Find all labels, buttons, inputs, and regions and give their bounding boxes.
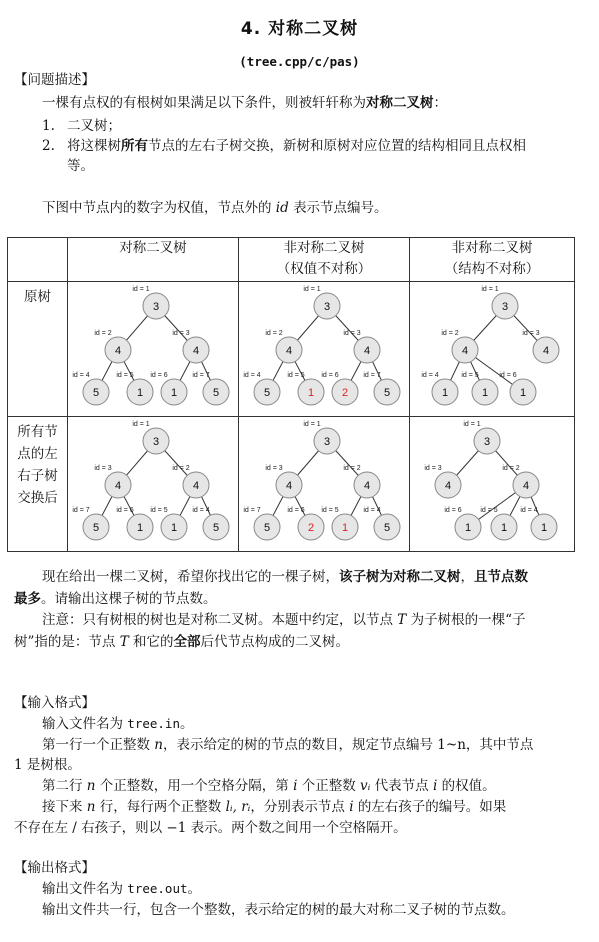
node-id-label: id = 6 <box>444 507 462 514</box>
node-id-label: id = 4 <box>243 372 261 379</box>
tree-original-symmetric <box>68 282 238 412</box>
input-line-1-desc: 第一行一个正整数 n，表示给定的树的节点的数目，规定节点编号 1~n，其中节点 <box>42 737 534 753</box>
node-id-label: id = 5 <box>321 507 339 514</box>
node-id-label: id = 1 <box>481 286 499 293</box>
node-id-label: id = 6 <box>499 372 517 379</box>
node-value: 3 <box>323 301 331 313</box>
node-id-label: id = 1 <box>463 421 481 428</box>
tree-original-asym-structure <box>410 282 574 412</box>
task-statement: 现在给出一棵二叉树，希望你找出它的一棵子树，该子树为对称二叉树，且节点数 <box>42 569 528 585</box>
output-file-name: 输出文件名为 tree.out。 <box>42 881 202 897</box>
node-id-label: id = 4 <box>520 507 538 514</box>
node-value: 4 <box>285 480 293 492</box>
note-line-2: 树”指的是：节点 T 和它的全部后代节点构成的二叉树。 <box>14 634 350 650</box>
source-file-names: (tree.cpp/c/pas) <box>239 54 360 69</box>
node-value: 3 <box>501 301 509 313</box>
node-value: 1 <box>170 522 178 534</box>
node-id-label: id = 3 <box>172 330 190 337</box>
node-value: 3 <box>152 301 160 313</box>
node-value: 4 <box>461 345 469 357</box>
node-id-label: id = 3 <box>522 330 540 337</box>
input-file-name: 输入文件名为 tree.in。 <box>42 716 194 732</box>
node-id-label: id = 4 <box>363 507 381 514</box>
node-value: 4 <box>285 345 293 357</box>
node-value: 1 <box>136 522 144 534</box>
node-id-label: id = 4 <box>72 372 90 379</box>
node-value: 4 <box>114 345 122 357</box>
node-id-label: id = 4 <box>421 372 439 379</box>
node-id-label: id = 6 <box>150 372 168 379</box>
node-id-label: id = 7 <box>192 372 210 379</box>
node-value: 3 <box>152 436 160 448</box>
node-id-label: id = 6 <box>116 507 134 514</box>
node-id-label: id = 6 <box>287 507 305 514</box>
node-value: 5 <box>263 522 271 534</box>
tree-original-asym-weight <box>239 282 409 412</box>
node-value: 1 <box>519 387 527 399</box>
node-value: 4 <box>363 480 371 492</box>
node-id-label: id = 1 <box>132 421 150 428</box>
note-line-1: 注意：只有树根的树也是对称二叉树。本题中约定，以节点 T 为子树根的一棵“子 <box>42 612 526 628</box>
tree-swapped-asym-structure <box>410 417 574 547</box>
node-value: 5 <box>92 522 100 534</box>
node-value: 1 <box>170 387 178 399</box>
node-value: 4 <box>363 345 371 357</box>
node-id-label: id = 5 <box>480 507 498 514</box>
node-value: 1 <box>341 522 349 534</box>
node-id-label: id = 2 <box>265 330 283 337</box>
output-desc: 输出文件共一行，包含一个整数，表示给定的树的最大对称二叉子树的节点数。 <box>42 902 515 918</box>
node-value: 5 <box>383 387 391 399</box>
node-id-label: id = 6 <box>321 372 339 379</box>
node-value: 1 <box>441 387 449 399</box>
problem-intro: 一棵有点权的有根树如果满足以下条件，则被轩轩称为对称二叉树： <box>42 95 447 111</box>
input-children-desc-continued: 不存在左 / 右孩子，则以 −1 表示。两个数之间用一个空格隔开。 <box>14 820 407 836</box>
node-id-label: id = 1 <box>132 286 150 293</box>
node-value: 1 <box>500 522 508 534</box>
node-value: 5 <box>212 387 220 399</box>
node-value: 5 <box>263 387 271 399</box>
node-id-label: id = 5 <box>287 372 305 379</box>
node-value: 3 <box>483 436 491 448</box>
node-value: 1 <box>136 387 144 399</box>
node-id-label: id = 3 <box>265 465 283 472</box>
input-line-2-desc: 第二行 n 个正整数，用一个空格分隔，第 i 个正整数 vᵢ 代表节点 i 的权值。 <box>42 778 496 794</box>
figure-note: 下图中节点内的数字为权值，节点外的 id 表示节点编号。 <box>42 200 388 216</box>
header-asym-structure: 非对称二叉树 （结构不对称） <box>410 238 575 282</box>
node-id-label: id = 3 <box>424 465 442 472</box>
row-label-original: 原树 <box>8 282 68 417</box>
node-id-label: id = 7 <box>363 372 381 379</box>
problem-title: 4. 对称二叉树 <box>240 19 359 39</box>
header-symmetric: 对称二叉树 <box>68 238 239 282</box>
input-line-1-desc-continued: 1 是树根。 <box>14 757 81 773</box>
input-format-heading: 【输入格式】 <box>14 695 95 711</box>
tree-example-figure <box>7 237 575 552</box>
node-id-label: id = 7 <box>243 507 261 514</box>
node-id-label: id = 5 <box>116 372 134 379</box>
node-value: 3 <box>323 436 331 448</box>
node-value: 4 <box>522 480 530 492</box>
tree-swapped-asym-weight <box>239 417 409 547</box>
node-value: 2 <box>307 522 315 534</box>
node-value: 1 <box>540 522 548 534</box>
node-id-label: id = 2 <box>94 330 112 337</box>
node-value: 1 <box>464 522 472 534</box>
node-value: 5 <box>383 522 391 534</box>
input-children-desc: 接下来 n 行，每行两个正整数 lᵢ, rᵢ，分别表示节点 i 的左右孩子的编号。如果 <box>42 799 507 815</box>
tree-swapped-symmetric <box>68 417 238 547</box>
node-id-label: id = 3 <box>94 465 112 472</box>
node-value: 1 <box>307 387 315 399</box>
node-value: 4 <box>192 480 200 492</box>
node-value: 1 <box>481 387 489 399</box>
node-id-label: id = 2 <box>172 465 190 472</box>
node-id-label: id = 2 <box>441 330 459 337</box>
node-value: 5 <box>212 522 220 534</box>
node-value: 5 <box>92 387 100 399</box>
node-id-label: id = 1 <box>303 421 321 428</box>
problem-description-heading: 【问题描述】 <box>14 72 95 88</box>
node-id-label: id = 5 <box>150 507 168 514</box>
node-id-label: id = 2 <box>343 465 361 472</box>
header-asym-weight: 非对称二叉树 （权值不对称） <box>239 238 410 282</box>
node-value: 4 <box>114 480 122 492</box>
node-value: 2 <box>341 387 349 399</box>
node-id-label: id = 5 <box>461 372 479 379</box>
output-format-heading: 【输出格式】 <box>14 860 95 876</box>
node-id-label: id = 3 <box>343 330 361 337</box>
node-id-label: id = 7 <box>72 507 90 514</box>
node-id-label: id = 1 <box>303 286 321 293</box>
node-id-label: id = 4 <box>192 507 210 514</box>
node-value: 4 <box>444 480 452 492</box>
row-label-swapped: 所有节 点的左 右子树 交换后 <box>8 417 68 552</box>
task-statement-continued: 最多。请输出这棵子树的节点数。 <box>14 591 217 607</box>
node-value: 4 <box>192 345 200 357</box>
node-id-label: id = 2 <box>502 465 520 472</box>
node-value: 4 <box>542 345 550 357</box>
